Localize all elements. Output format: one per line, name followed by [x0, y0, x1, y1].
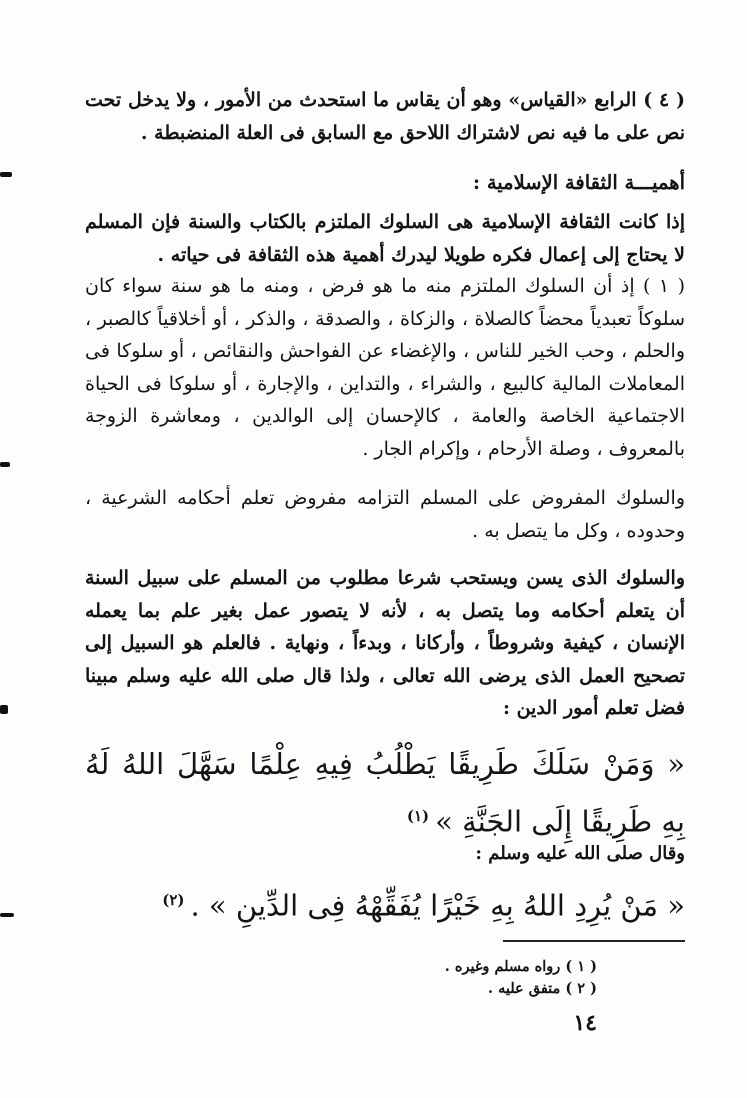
hadith-two-text: « مَنْ يُرِدِ اللهُ بِهِ خَيْرًا يُفَقِّهْهُ فِى الدِّينِ » .	[190, 888, 685, 923]
recommended-conduct-paragraph: والسلوك الذى يسن ويستحب شرعا مطلوب من المسلم على سبيل السنة أن يتعلم أحكامه وما يتصل به ، لأنه لا يتصور عمل بغير علم بما يعمله الإنسان ، كيفية وشروطاً ، وأركانا ، وبدءاً ، ونهاية . فالعلم هو السبيل إلى تصحيح العمل الذى يرضى الله تعالى ، ولذا قال صلى الله عليه وسلم مبينا فضل تعلم أمور الدين :	[85, 567, 685, 719]
footnote-ref-1: (١)	[406, 807, 430, 825]
scan-edge-mark	[0, 913, 14, 917]
scan-edge-mark	[0, 462, 10, 467]
hadith-one-text: « وَمَنْ سَلَكَ طَرِيقًا يَطْلُبُ فِيهِ عِلْمًا سَهَّلَ اللهُ لَهُ بِهِ طَرِيقًا إِلَى الجَنَّةِ »	[85, 747, 685, 839]
intro-paragraph: إذا كانت الثقافة الإسلامية هى السلوك الملتزم بالكتاب والسنة فإن المسلم لا يحتاج إلى إعمال فكره طويلا ليدرك أهمية هذه الثقافة فى حياته .	[85, 211, 685, 266]
page-number: ١٤	[573, 1010, 597, 1036]
footnote-divider	[503, 940, 685, 942]
hadith-one	[85, 738, 685, 848]
footnote-ref-2: (٢)	[162, 891, 185, 909]
second-hadith-intro: وقال صلى الله عليه وسلم :	[475, 843, 685, 864]
footnote-1: ( ١ ) رواه مسلم وغيره .	[444, 958, 597, 975]
scan-edge-mark	[0, 705, 8, 714]
hadith-two	[85, 874, 685, 932]
point-one-paragraph: ( ١ ) إذ أن السلوك الملتزم منه ما هو فرض ، ومنه ما هو سنة سواء كان سلوكاً تعبدياً محضاً كالصلاة ، والزكاة ، والصدقة ، والذكر ، أو أخلاقياً كالصبر ، والحلم ، وحب الخير للناس ، والإغضاء عن الفواحش والنقائص ، أو سلوكا فى المعاملات المالية كالبيع ، والشراء ، والتداين ، والإجارة ، أو سلوكا فى الحياة الاجتماعية الخاصة والعامة ، كالإحسان إلى الوالدين ، ومعاشرة الزوجة بالمعروف ، وصلة الأرحام ، وإكرام الجار .	[85, 275, 686, 460]
footnote-2: ( ٢ ) متفق عليه .	[488, 980, 597, 997]
scan-edge-mark	[0, 172, 12, 177]
section-heading: أهميـــة الثقافة الإسلامية :	[472, 171, 685, 194]
obligatory-conduct-paragraph: والسلوك المفروض على المسلم التزامه مفروض تعلم أحكامه الشرعية ، وحدوده ، وكل ما يتصل به .	[85, 487, 685, 542]
point-four-paragraph: ( ٤ ) الرابع «القياس» وهو أن يقاس ما استحدث من الأمور ، ولا يدخل تحت نص على ما فيه نص لاشتراك اللاحق مع السابق فى العلة المنضبطة .	[85, 89, 685, 144]
